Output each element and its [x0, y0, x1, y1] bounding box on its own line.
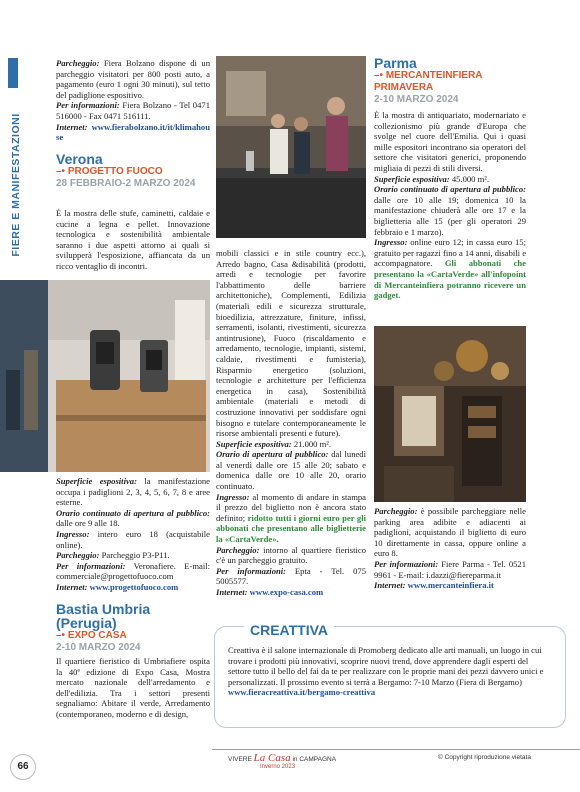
orario-text: dalle ore 9 alle 18.	[56, 518, 120, 529]
verona-details	[56, 476, 210, 593]
ingresso-label: Ingresso:	[374, 237, 408, 248]
info-label: Per informazioni:	[374, 558, 439, 569]
issue-season: Inverno 2023	[260, 764, 296, 770]
parma-details	[374, 110, 526, 301]
internet-label: Internet:	[216, 587, 248, 597]
creattiva-title: CREATTIVA	[244, 622, 334, 638]
ingresso-label: Ingresso:	[216, 491, 250, 502]
city-title: Bastia Umbria (Perugia)	[56, 601, 151, 631]
parma-practical	[374, 506, 526, 591]
ingresso-label: Ingresso:	[56, 528, 90, 539]
parma-heading	[374, 56, 526, 106]
info-text: Epta - Tel. 075 5005577.	[216, 565, 366, 587]
logo-lacasa: La Casa	[253, 752, 291, 764]
klimahouse-info	[56, 58, 210, 143]
stove-exhibition-photo	[0, 280, 210, 472]
verona-intro	[56, 208, 210, 272]
sup-label: Superficie espositiva:	[216, 438, 292, 449]
antiques-exhibition-photo	[374, 326, 526, 502]
ingresso-text: intero euro 18 (acquistabile online).	[56, 528, 210, 550]
sup-text: la manifestazione occupa i padiglioni 2, 3, 4, 5, 6, 7, 8 e aree esterne.	[56, 476, 210, 508]
bastia-heading	[56, 602, 210, 654]
progettofuoco-link[interactable]: www.progettofuoco.com	[87, 581, 179, 592]
ingresso-text: online euro 12; in cassa euro 15; gratuito per ragazzi fino a 14 anni, disabili e accompagnatore.	[374, 237, 527, 269]
event-name: –• EXPO CASA	[56, 630, 127, 641]
sup-label: Superficie espositiva:	[56, 476, 137, 486]
footer-divider	[212, 749, 580, 750]
creattiva-link[interactable]: www.fieracreattiva.it/bergamo-creattiva	[228, 687, 376, 698]
info-label: Per informazioni:	[56, 560, 126, 571]
expo-casa-details	[216, 248, 366, 598]
klimahouse-link[interactable]: www.fierabolzano.it/it/klimahouse	[56, 121, 210, 143]
logo-campagna: in CAMPAGNA	[292, 756, 337, 763]
orario-label: Orario di apertura al pubblico:	[216, 449, 329, 460]
sup-text: 45.000 m².	[449, 173, 490, 184]
parcheggio-text: Fiera Bolzano dispone di un parcheggio visitatori per 800 posti auto, a pagamento (euro 1 ogni 30 minuti), sul tetto del padiglione espositivo.	[56, 58, 210, 100]
orario-label: Orario continuato di apertura al pubblico:	[374, 184, 526, 195]
sup-label: Superficie espositiva:	[374, 173, 450, 184]
section-label: FIERE E MANIFESTAZIONI	[10, 113, 22, 257]
event-date: 2-10 MARZO 2024	[374, 94, 459, 105]
section-sidebar	[0, 70, 40, 300]
info-text: Fiera Bolzano - Tel 0471 516000 - Fax 0471 516111.	[56, 100, 210, 121]
parcheggio-text: Parcheggio P3-P11.	[99, 550, 170, 561]
mercanteinfiera-link[interactable]: www.mercanteinfiera.it	[405, 580, 494, 591]
city-title: Verona	[56, 151, 103, 167]
verona-intro-text: È la mostra delle stufe, caminetti, caldaie e cucine a legna e pellet. Innovazione tecnologica e sostenibilità ambientale saranno i due aspetti attorno ai quali si svilupperà l'esposizione, affiancata da un ricco ventaglio di incontri.	[56, 208, 210, 271]
cartaverde-note: Gli abbonati che presentano la «CartaVerde» all'infopoint di Mercanteinfiera potranno ricevere un gadget.	[374, 258, 526, 301]
creattiva-text: Creattiva è il salone internazionale di Promoberg dedicato alle arti manuali, un luogo in cui trovare i prodotti più innovativi, scoprire nuovi trend, dove apprendere dagli esperti del settore tutto il bello del fai da te per realizzare con le proprie mani dei pezzi davvero unici e personalizzati. Il prossimo evento si terrà a Bergamo: 7-10 Marzo (Fiera di Bergamo)	[228, 645, 544, 687]
parcheggio-label: Parcheggio:	[56, 550, 100, 561]
bastia-intro-text: Il quartiere fieristico di Umbriafiere ospita la 40ª edizione di Expo Casa, Mostra mercato nazionale dell'arredamento e dell'edilizia. Tra i settori presenti segnaliamo: Abitare il verde, Arredamento (contemporaneo, moderno e di design,	[56, 656, 210, 719]
parcheggio-text: intorno al quartiere fieristico c'è un parcheggio gratuito.	[216, 544, 366, 566]
orario-label: Orario continuato di apertura al pubblico:	[56, 507, 210, 518]
orario-text: dalle ore 10 alle 19; domenica 10 la manifestazione chiuderà alle ore 17 e la biglietteria alle 15 (per gli operatori 29 febbraio e 1 marzo).	[374, 194, 526, 237]
info-text: Fiere Parma - Tel. 0521 9961 - E-mail: i.dazzi@fiereparma.it	[374, 558, 527, 580]
internet-label: Internet:	[56, 121, 88, 132]
copyright-note: © Copyright riproduzione vietata	[438, 754, 531, 761]
logo-vivere: VIVERE	[228, 756, 252, 763]
parcheggio-text: è possibile parcheggiare nelle parking area adibite e adiacenti ai padiglioni, acquistando il biglietto di euro 10 direttamente in cassa, oppure online a euro 8.	[374, 506, 526, 559]
city-title: Parma	[374, 55, 417, 71]
info-text: Veronafiere. E-mail: commerciale@progettofuoco.com	[56, 560, 211, 582]
ingresso-text: al momento di andare in stampa il prezzo del biglietto non è ancora stato definito;	[216, 491, 366, 523]
internet-label: Internet:	[374, 580, 406, 591]
expo-casa-link[interactable]: www.expo-casa.com	[247, 587, 324, 597]
parma-intro-text: È la mostra di antiquariato, modernariato e collezionismo più grande d'Europa che svolge nel cuore dell'Emilia. Qui i quasi mille espositori incontrano sia operatori del settore che visitatori generici, proponendo migliaia di pezzi di stili diversi.	[374, 110, 526, 173]
parcheggio-label: Parcheggio:	[56, 58, 100, 68]
bastia-intro	[56, 656, 210, 720]
event-name: –• MERCANTEINFIERA PRIMAVERA	[374, 70, 483, 93]
internet-label: Internet:	[56, 581, 88, 592]
orario-text: dal lunedì al venerdì dalle ore 15 alle 20; sabato e domenica dalle ore 10 alle 20, orario continuato.	[216, 449, 366, 492]
cartaverde-note: ridotto tutti i giorni euro per gli abbonati che presentano alle biglietterie la «CartaVerde».	[216, 512, 366, 545]
kitchen-exhibition-photo	[216, 56, 366, 238]
info-label: Per informazioni:	[216, 565, 287, 576]
creattiva-content	[228, 645, 553, 698]
parcheggio-label: Parcheggio:	[216, 544, 260, 555]
expo-casa-sectors: mobili classici e in stile country ecc.), Arredo bagno, Casa &disabilità (prodotti, arredi e tecnologie per favorire l'abbattimento delle barriere architettoniche), Complementi, Edilizia (materiali edili e sicurezza strutturale, bioedilizia, attrezzature, finiture, infissi, serramenti, isolanti, rivestimenti, sicurezza antintrusione), Fuoco (riscaldamento e arredamento, tecnologie, impianti, sistemi, caldaie, rivestimenti e fumisteria), Risparmio energetico (soluzioni, tecnologie e architetture per l'efficienza energetica in casa), Sostenibilità ambientale (materiali e metodi di costruzione innovativi per soddisfare ogni bisogno e tutelare contemporaneamente le risorse ambientali presenti e future).	[216, 248, 366, 439]
event-date: 2-10 MARZO 2024	[56, 642, 141, 653]
event-date: 28 FEBBRAIO-2 MARZO 2024	[56, 178, 196, 189]
verona-heading	[56, 152, 210, 190]
event-name: –• PROGETTO FUOCO	[56, 166, 163, 177]
page-number: 66	[10, 754, 36, 780]
magazine-logo	[228, 752, 336, 764]
info-label: Per informazioni:	[56, 100, 120, 111]
sup-text: 21.000 m².	[291, 438, 332, 449]
parcheggio-label: Parcheggio:	[374, 506, 418, 516]
